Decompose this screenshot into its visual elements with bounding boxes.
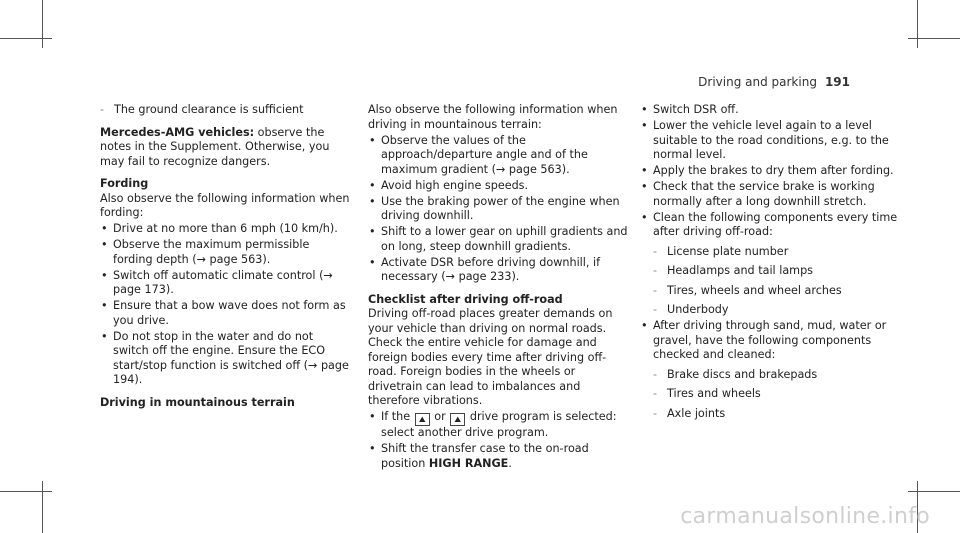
- section-title: Driving and parking: [698, 75, 817, 89]
- checklist-text: Driving off-road places greater demands on your vehicle than driving on normal roads. Check the entire vehicle for damage and foreign bodies every time after driving off-road. Foreign bodies in the wheels or drivetrain can lead to imbalances and therefore vibrations.: [368, 307, 613, 407]
- list-item: - Tires and wheels: [653, 387, 900, 402]
- list-item: • Observe the maximum permissible fording depth (→ page 563).: [100, 238, 350, 267]
- page-number: 191: [824, 75, 850, 89]
- list-item: - Axle joints: [653, 407, 900, 422]
- list-item: - License plate number: [653, 245, 900, 260]
- list-item: • Ensure that a bow wave does not form as you drive.: [100, 299, 350, 328]
- page-header: [698, 75, 850, 89]
- list-item: - Underbody: [653, 303, 900, 318]
- crop-mark: [42, 0, 43, 48]
- offroad-mode-icon: ⛰: [415, 413, 430, 426]
- column-2: [368, 103, 630, 471]
- clean-list: [640, 245, 900, 318]
- crop-mark: [42, 481, 43, 533]
- list-item: • Avoid high engine speeds.: [368, 179, 630, 194]
- list-item: - The ground clearance is sufficient: [100, 103, 350, 118]
- checklist-heading: Checklist after driving off-road: [368, 292, 563, 306]
- fording-heading: Fording: [100, 177, 149, 190]
- crop-mark: [917, 0, 918, 48]
- list-item: • Shift the transfer case to the on-road position HIGH RANGE.: [368, 442, 630, 471]
- list-item: • Lower the vehicle level again to a level suitable to the road conditions, e.g. to the normal level.: [640, 119, 900, 163]
- list-item: • If the ⛰ or ⛰ drive program is selected: select another drive program.: [368, 410, 630, 441]
- list-item: • Do not stop in the water and do not switch off the engine. Ensure the ECO start/stop function is switched off (→ page 194).: [100, 330, 350, 388]
- fording-intro: Also observe the following information when fording:: [100, 191, 350, 219]
- list-item: - Brake discs and brakepads: [653, 368, 900, 383]
- list-item: • Switch DSR off.: [640, 103, 900, 118]
- watermark: carmanualsonline.info: [680, 504, 930, 529]
- list-item: • Observe the values of the approach/departure angle and of the maximum gradient (→ page 563).: [368, 134, 630, 178]
- list-item: • Shift to a lower gear on uphill gradients and on long, steep downhill gradients.: [368, 225, 630, 254]
- column-3: [640, 103, 900, 421]
- column-1: [100, 103, 350, 410]
- list-item: • Switch off automatic climate control (→ page 173).: [100, 269, 350, 298]
- mountain-intro: Also observe the following information when driving in mountainous terrain:: [368, 103, 618, 131]
- offroad-plus-mode-icon: ⛰: [450, 413, 465, 426]
- list-item: • Use the braking power of the engine when driving downhill.: [368, 195, 630, 224]
- crop-mark: [908, 38, 960, 39]
- crop-mark: [908, 491, 960, 492]
- crop-mark: [0, 38, 52, 39]
- check-list: [640, 368, 900, 422]
- mountain-heading: Driving in mountainous terrain: [100, 395, 295, 409]
- list-item: - Headlamps and tail lamps: [653, 264, 900, 279]
- crop-mark: [0, 491, 52, 492]
- list-item: • Clean the following components every time after driving off-road:: [640, 211, 900, 240]
- list-item: • Drive at no more than 6 mph (10 km/h).: [100, 222, 350, 237]
- list-item: • Activate DSR before driving downhill, if necessary (→ page 233).: [368, 256, 630, 285]
- list-item: • Check that the service brake is working normally after a long downhill stretch.: [640, 180, 900, 209]
- amg-note: Mercedes-AMG vehicles: observe the notes in the Supplement. Otherwise, you may fail to recognize dangers.: [100, 125, 330, 168]
- list-item: • Apply the brakes to dry them after fording.: [640, 164, 900, 179]
- list-item: • After driving through sand, mud, water or gravel, have the following components checked and cleaned:: [640, 319, 900, 363]
- list-item: - Tires, wheels and wheel arches: [653, 284, 900, 299]
